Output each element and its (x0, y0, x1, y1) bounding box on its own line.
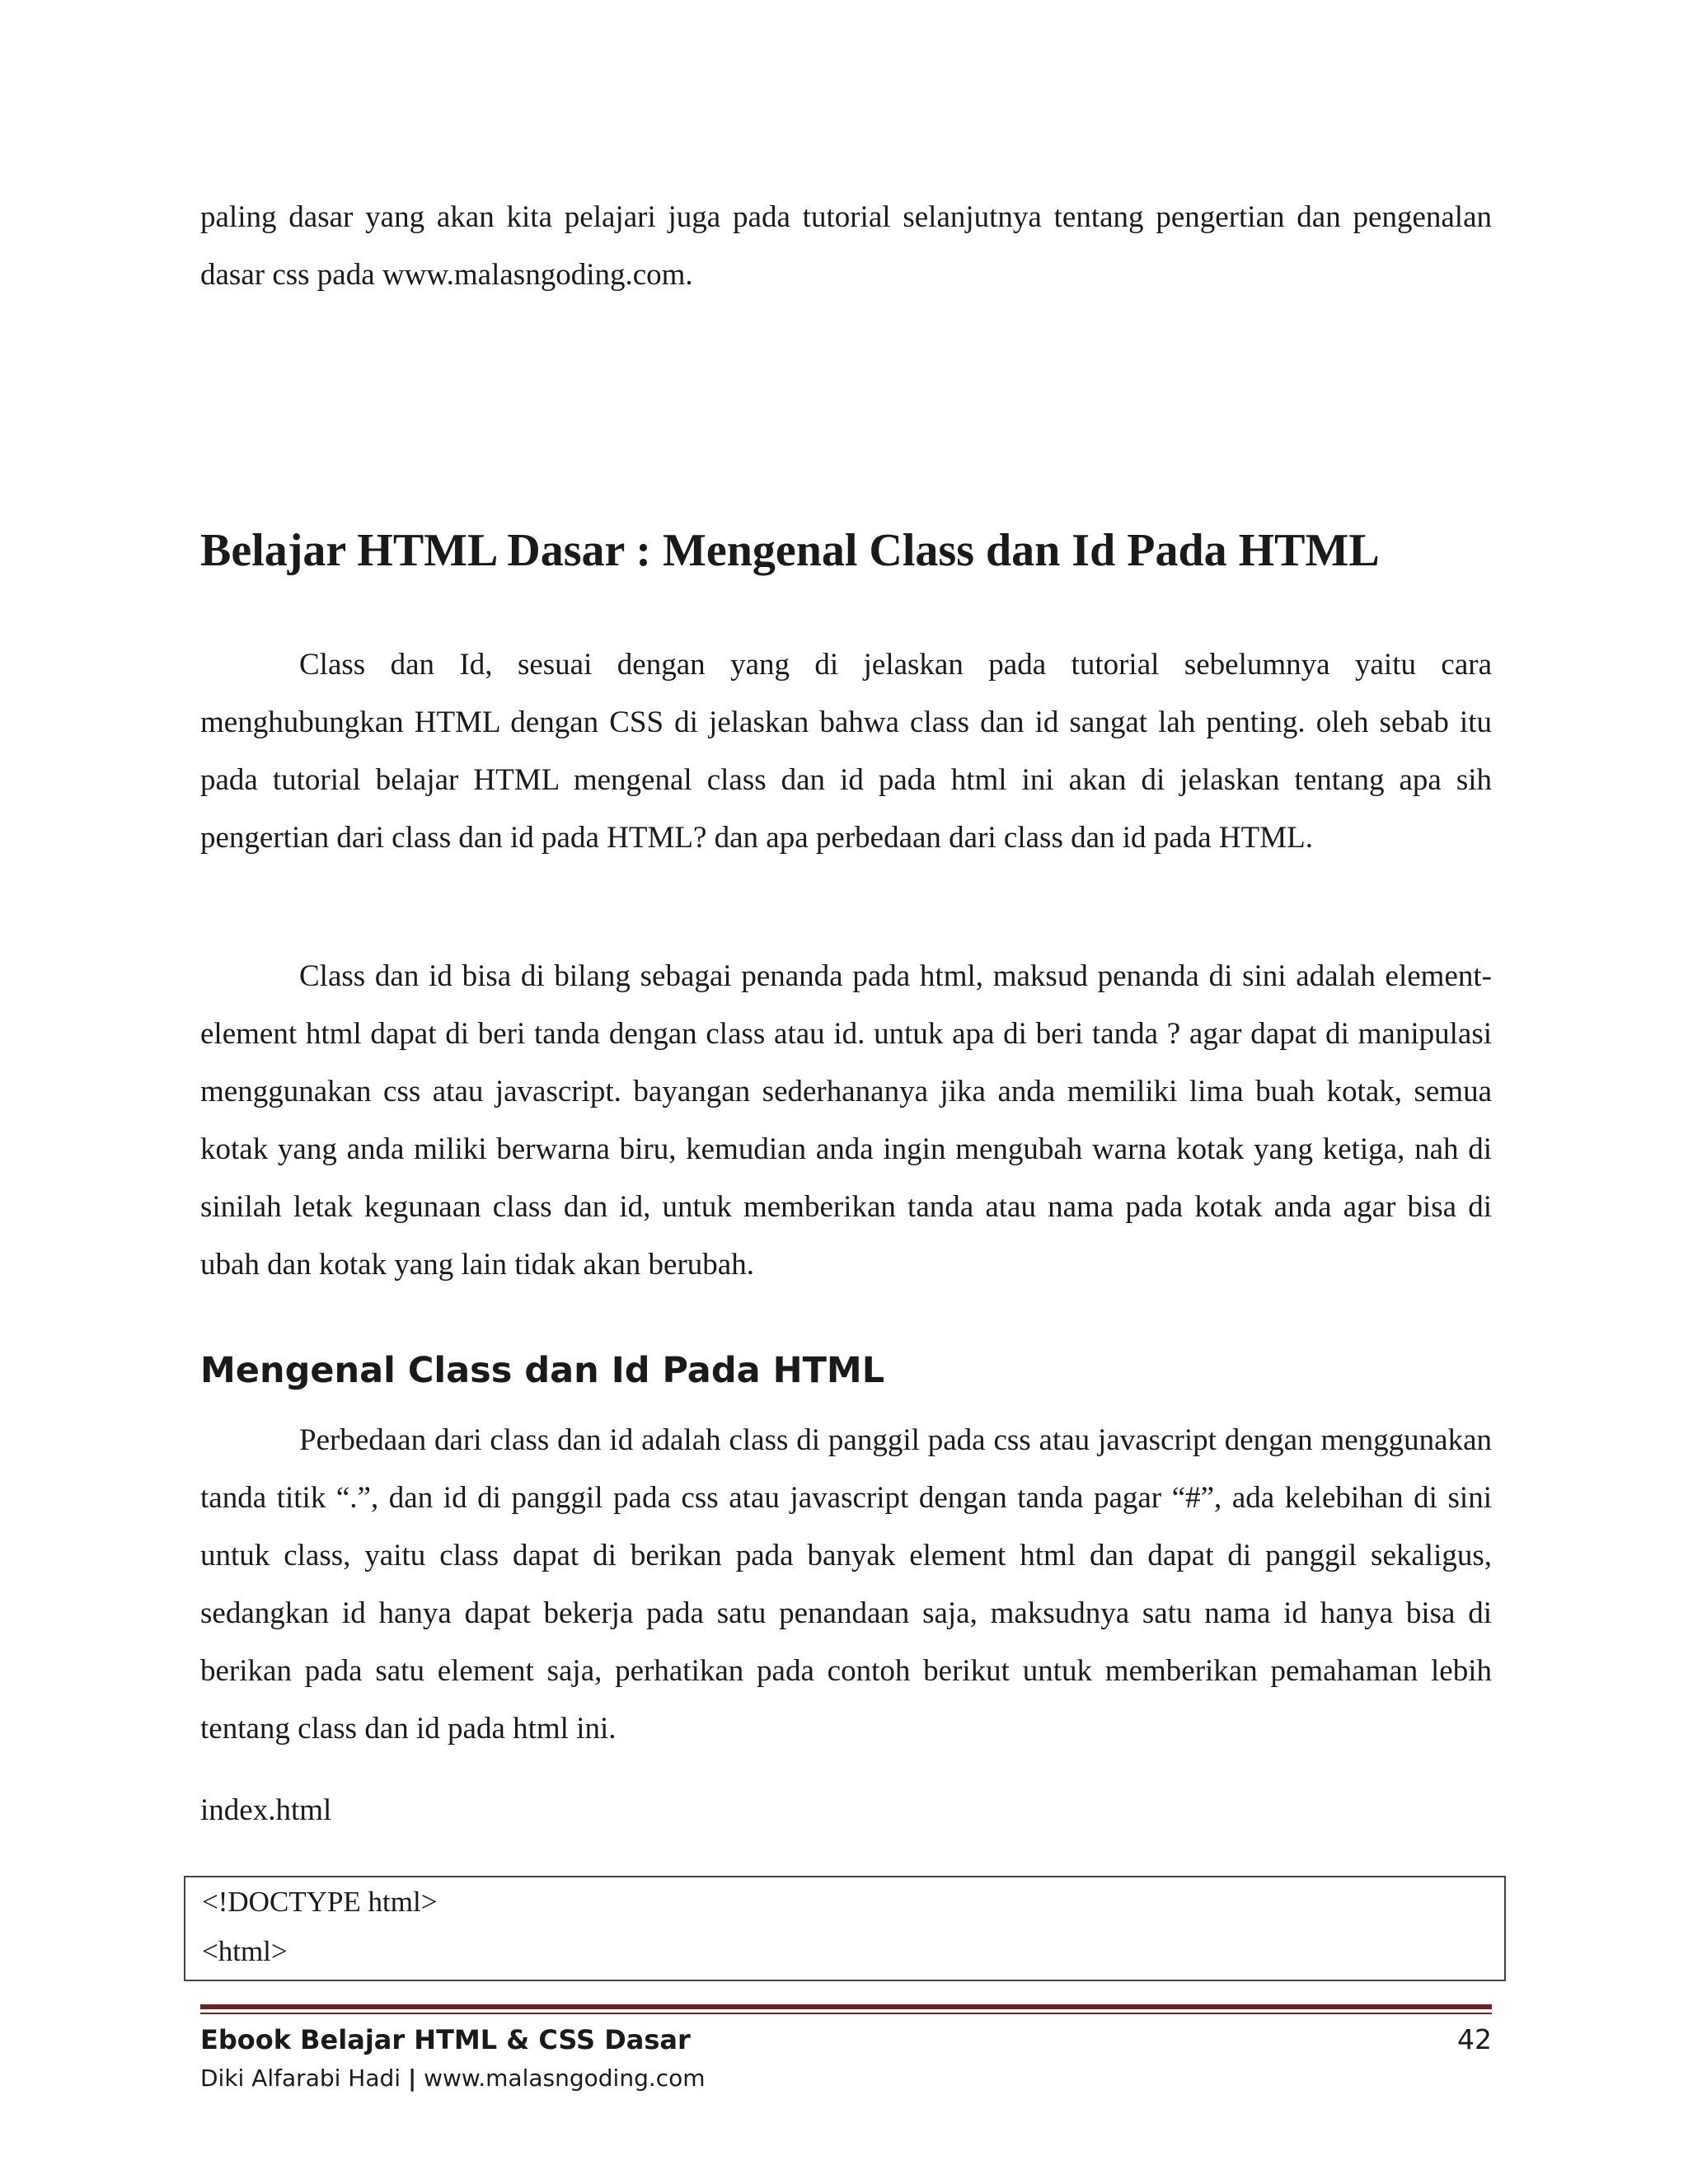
footer-author: Diki Alfarabi Hadi (200, 2064, 401, 2092)
page-number: 42 (1457, 2023, 1492, 2055)
code-line-doctype: <!DOCTYPE html> (202, 1886, 438, 1918)
code-filename-label: index.html (200, 1793, 332, 1827)
intro-paragraph: paling dasar yang akan kita pelajari juga pada tutorial selanjutnya tentang pengertian dan pengenalan dasar css pada www.malasngoding.com. (200, 200, 1492, 292)
code-line-html-open: <html> (202, 1935, 288, 1967)
code-example-box (184, 1876, 1506, 1981)
footer-author-line (200, 2060, 706, 2097)
chapter-heading: Belajar HTML Dasar : Mengenal Class dan Id Pada HTML (200, 525, 1380, 576)
footer-divider-thick (200, 2004, 1492, 2009)
footer-website: www.malasngoding.com (424, 2064, 706, 2092)
body-paragraph-1: Class dan Id, sesuai dengan yang di jelaskan pada tutorial sebelumnya yaitu cara menghubungkan HTML dengan CSS di jelaskan bahwa class dan id sangat lah penting. oleh sebab itu pada tutorial belajar HTML mengenal class dan id pada html ini akan di jelaskan tentang apa sih pengertian dari class dan id pada HTML? dan apa perbedaan dari class dan id pada HTML. (200, 648, 1492, 855)
section-paragraph: Perbedaan dari class dan id adalah class di panggil pada css atau javascript dengan menggunakan tanda titik “.”, dan id di panggil pada css atau javascript dengan tanda pagar “#”, ada kelebihan di sini untuk class, yaitu class dapat di berikan pada banyak element html dan dapat di panggil sekaligus, sedangkan id hanya dapat bekerja pada satu penandaan saja, maksudnya satu nama id hanya bisa di berikan pada satu element saja, perhatikan pada contoh berikut untuk memberikan pemahaman lebih tentang class dan id pada html ini. (200, 1423, 1492, 1746)
section-heading: Mengenal Class dan Id Pada HTML (200, 1350, 885, 1391)
footer-separator: | (407, 2064, 417, 2092)
footer-book-title: Ebook Belajar HTML & CSS Dasar (200, 2024, 691, 2055)
body-paragraph-2: Class dan id bisa di bilang sebagai penanda pada html, maksud penanda di sini adalah element-element html dapat di beri tanda dengan class atau id. untuk apa di beri tanda ? agar dapat di manipulasi menggunakan css atau javascript. bayangan sederhananya jika anda memiliki lima buah kotak, semua kotak yang anda miliki berwarna biru, kemudian anda ingin mengubah warna kotak yang ketiga, nah di sinilah letak kegunaan class dan id, untuk memberikan tanda atau nama pada kotak anda agar bisa di ubah dan kotak yang lain tidak akan berubah. (200, 959, 1492, 1282)
footer-divider-thin (200, 2013, 1492, 2014)
document-page (200, 0, 1492, 2184)
